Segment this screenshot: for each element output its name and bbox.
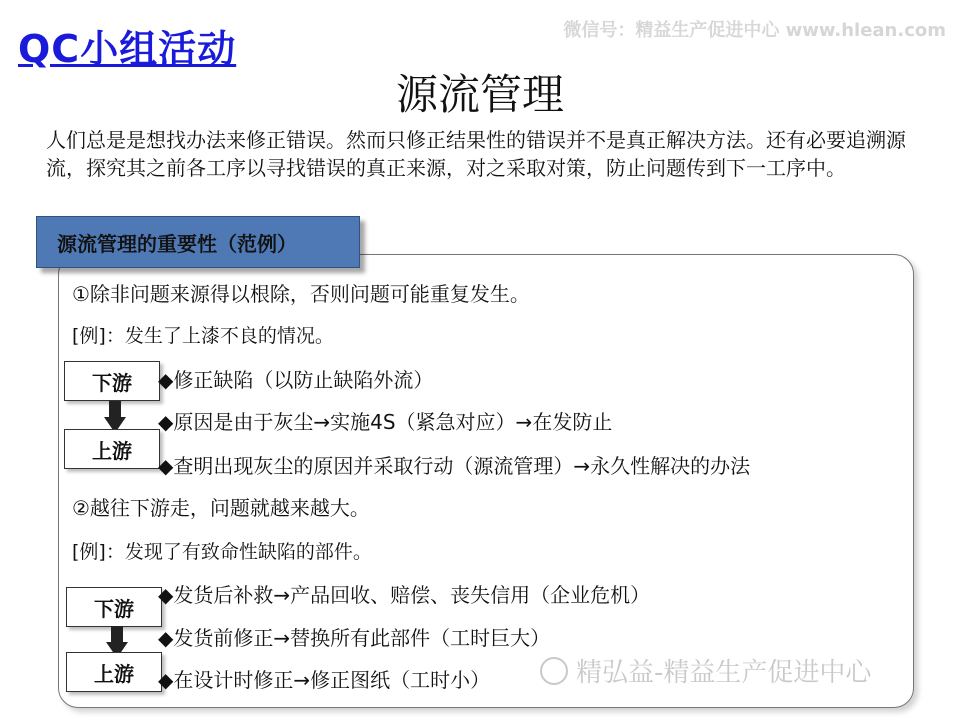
section-label <box>36 216 360 268</box>
part1-heading: ①除非问题来源得以根除，否则问题可能重复发生。 <box>72 282 530 306</box>
part1-bullet-1: ◆修正缺陷（以防止缺陷外流） <box>158 368 434 392</box>
part1-downstream-label: 下游 <box>92 370 132 395</box>
watermark-top: 微信号：精益生产促进中心 www.hlean.com <box>563 20 946 41</box>
part2-bullet-2: ◆发货前修正→替换所有此部件（工时巨大） <box>158 626 551 650</box>
part1-bullet-3: ◆查明出现灰尘的原因并采取行动（源流管理）→永久性解决的办法 <box>158 454 751 478</box>
part1-upstream-box <box>64 429 160 469</box>
watermark-bottom-text: 精弘益-精益生产促进中心 <box>576 658 872 688</box>
intro-paragraph: 人们总是是想找办法来修正错误。然而只修正结果性的错误并不是真正解决方法。还有必要追溯源流，探究其之前各工序以寻找错误的真正来源，对之采取对策，防止问题传到下一工序中。 <box>46 128 906 180</box>
wechat-logo-icon <box>540 657 568 685</box>
part2-downstream-label: 下游 <box>94 596 134 621</box>
watermark-bottom <box>540 652 871 689</box>
part2-heading: ②越往下游走，问题就越来越大。 <box>72 496 370 520</box>
part2-bullet-1: ◆发货后补救→产品回收、赔偿、丧失信用（企业危机） <box>158 583 651 607</box>
part1-example: [例]：发生了上漆不良的情况。 <box>72 325 334 347</box>
part2-bullet-3: ◆在设计时修正→修正图纸（工时小） <box>158 668 491 692</box>
part1-downstream-box <box>64 361 160 401</box>
section-label-text: 源流管理的重要性（范例） <box>57 231 297 256</box>
part2-downstream-box <box>66 587 162 627</box>
part1-bullet-2: ◆原因是由于灰尘→实施4S（紧急对应）→在发防止 <box>158 410 613 434</box>
page-title: 源流管理 <box>395 70 564 119</box>
part1-upstream-label: 上游 <box>92 438 132 463</box>
part2-upstream-box <box>66 652 162 692</box>
qc-title: QC小组活动 <box>18 27 237 71</box>
part2-upstream-label: 上游 <box>94 661 134 686</box>
part2-example: [例]：发现了有致命性缺陷的部件。 <box>72 541 372 563</box>
